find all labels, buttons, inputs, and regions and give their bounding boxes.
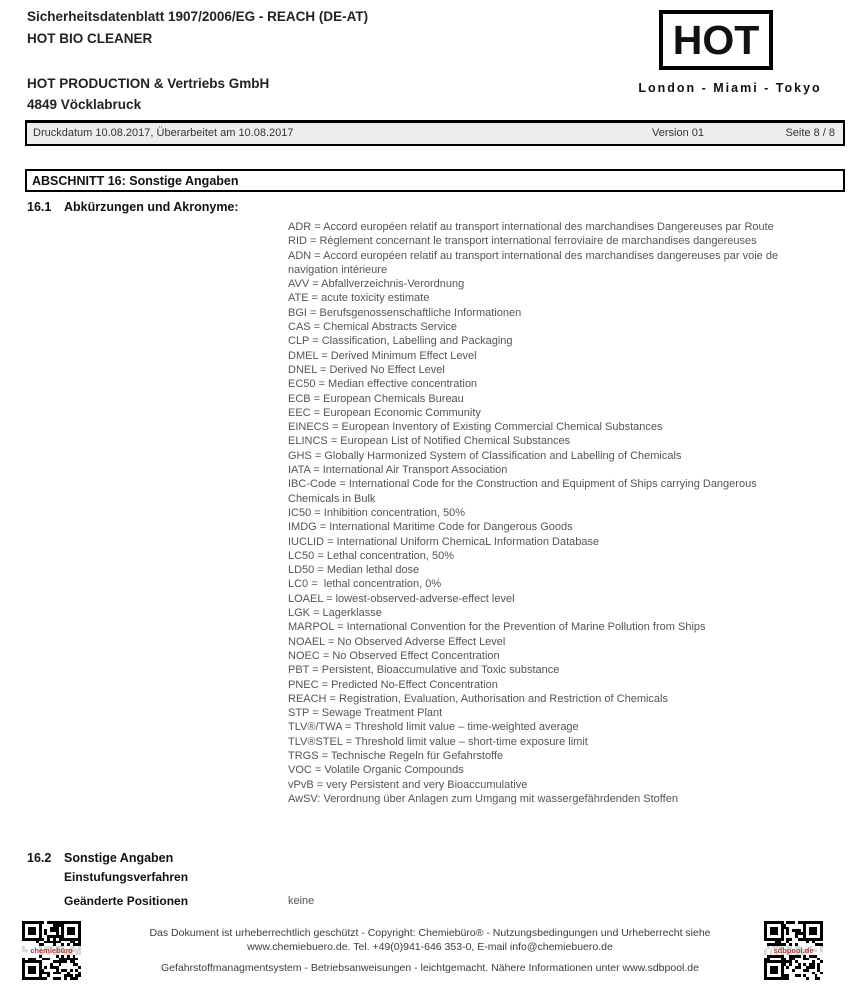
abbreviation-item: REACH = Registration, Evaluation, Authorisation and Restriction of Chemicals	[288, 692, 668, 705]
document-title: Sicherheitsdatenblatt 1907/2006/EG - REACH (DE-AT)	[27, 9, 369, 24]
document-info-bar	[25, 120, 845, 146]
abbreviation-item: CLP = Classification, Labelling and Packaging	[288, 335, 513, 348]
abbreviation-item: LD50 = Median lethal dose	[288, 564, 420, 577]
abbreviation-item: TLV®STEL = Threshold limit value – short-time exposure limit	[288, 735, 588, 748]
abbreviation-item: IBC-Code = International Code for the Construction and Equipment of Ships carrying Dangerous Chemicals in Bulk	[288, 478, 760, 505]
abbreviation-item: IUCLID = International Uniform ChemicaL Information Database	[288, 535, 600, 548]
abbreviation-item: LOAEL = lowest-observed-adverse-effect level	[288, 592, 515, 605]
footer-info-line: Gefahrstoffmanagmentsystem - Betriebsanweisungen - leichtgemacht. Nähere Informationen unter www.sdbpool.de	[161, 962, 699, 974]
abbreviation-item: EC50 = Median effective concentration	[288, 378, 478, 391]
subsection-16-1-heading	[27, 198, 239, 216]
abbreviation-item: ELINCS = European List of Notified Chemical Substances	[288, 435, 571, 448]
qr-code-sdbpool-label: sdbpool.de	[764, 946, 823, 955]
abbreviations-list	[288, 220, 796, 806]
abbreviation-item: PNEC = Predicted No-Effect Concentration	[288, 678, 498, 691]
qr-code-chemiebuero	[22, 921, 81, 984]
subsection-16-2-number: 16.2	[27, 851, 52, 865]
subsection-16-1-title: Abkürzungen und Akronyme:	[64, 200, 239, 214]
abbreviation-item: IMDG = International Maritime Code for Dangerous Goods	[288, 521, 573, 534]
version-label: Version 01	[652, 127, 704, 139]
abbreviation-item: EINECS = European Inventory of Existing Commercial Chemical Substances	[288, 421, 663, 434]
print-date: Druckdatum 10.08.2017, Überarbeitet am 10.08.2017	[33, 127, 294, 139]
abbreviation-item: IC50 = Inhibition concentration, 50%	[288, 506, 466, 519]
qr-code-sdbpool	[764, 921, 823, 984]
abbreviation-item: VOC = Volatile Organic Compounds	[288, 764, 464, 777]
subsection-16-1-number: 16.1	[27, 200, 52, 214]
abbreviation-item: PBT = Persistent, Bioaccumulative and Toxic substance	[288, 664, 560, 677]
abbreviation-item: IATA = International Air Transport Association	[288, 464, 508, 477]
changed-positions-value: keine	[288, 895, 315, 907]
footer-copyright-line2: www.chemiebuero.de. Tel. +49(0)941-646 353-0, E-mail info@chemiebuero.de	[247, 941, 613, 953]
abbreviation-item: ECB = European Chemicals Bureau	[288, 392, 464, 405]
abbreviation-item: TLV®/TWA = Threshold limit value – time-weighted average	[288, 721, 579, 734]
abbreviation-item: MARPOL = International Convention for the Prevention of Marine Pollution from Ships	[288, 621, 706, 634]
abbreviation-item: AVV = Abfallverzeichnis-Verordnung	[288, 278, 465, 291]
footer-copyright	[130, 926, 730, 954]
product-name: HOT BIO CLEANER	[27, 31, 153, 46]
abbreviation-item: DMEL = Derived Minimum Effect Level	[288, 349, 477, 362]
abbreviation-item: NOAEL = No Observed Adverse Effect Level	[288, 635, 506, 648]
page-number: Seite 8 / 8	[785, 127, 835, 139]
section-16-title: ABSCHNITT 16: Sonstige Angaben	[32, 173, 239, 188]
abbreviation-item: LGK = Lagerklasse	[288, 607, 382, 620]
abbreviation-item: vPvB = very Persistent and very Bioaccumulative	[288, 778, 528, 791]
section-16-header-box	[25, 169, 845, 192]
hot-logo-subtitle: London - Miami - Tokyo	[638, 81, 822, 95]
hot-logo	[659, 10, 773, 70]
abbreviation-item: CAS = Chemical Abstracts Service	[288, 321, 458, 334]
footer-copyright-line1: Das Dokument ist urheberrechtlich geschützt - Copyright: Chemiebüro® - Nutzungsbedingungen und Urheberrecht siehe	[149, 927, 711, 939]
abbreviation-item: ATE = acute toxicity estimate	[288, 292, 430, 305]
changed-positions-label: Geänderte Positionen	[64, 894, 189, 908]
abbreviation-item: BGI = Berufsgenossenschaftliche Informationen	[288, 306, 522, 319]
abbreviation-item: DNEL = Derived No Effect Level	[288, 363, 445, 376]
abbreviation-item: RID = Règlement concernant le transport international ferroviaire de marchandises dangereuses	[288, 235, 757, 248]
abbreviation-item: LC50 = Lethal concentration, 50%	[288, 549, 455, 562]
subsection-16-2-title: Sonstige Angaben	[64, 851, 174, 865]
abbreviation-item: ADN = Accord européen relatif au transport international des marchandises dangereuses par voie de navigation intérieure	[288, 249, 782, 276]
abbreviation-item: ADR = Accord européen relatif au transport international des marchandises Dangereuses par Route	[288, 221, 774, 233]
company-name: HOT PRODUCTION & Vertriebs GmbH	[27, 76, 270, 91]
hot-logo-text: HOT	[672, 16, 760, 63]
abbreviation-item: AwSV: Verordnung über Anlagen zum Umgang mit wassergefährdenden Stoffen	[288, 792, 678, 805]
classification-procedure-label: Einstufungsverfahren	[64, 870, 189, 884]
abbreviation-item: LC0 = lethal concentration, 0%	[288, 578, 442, 591]
abbreviation-item: EEC = European Economic Community	[288, 406, 481, 419]
abbreviation-item: STP = Sewage Treatment Plant	[288, 707, 443, 720]
subsection-16-2-heading	[27, 849, 173, 867]
abbreviation-item: TRGS = Technische Regeln für Gefahrstoffe	[288, 749, 504, 762]
qr-code-chemiebuero-label: chemiebüro	[22, 946, 81, 955]
company-city: 4849 Vöcklabruck	[27, 97, 142, 112]
abbreviation-item: NOEC = No Observed Effect Concentration	[288, 649, 500, 662]
abbreviation-item: GHS = Globally Harmonized System of Classification and Labelling of Chemicals	[288, 449, 682, 462]
